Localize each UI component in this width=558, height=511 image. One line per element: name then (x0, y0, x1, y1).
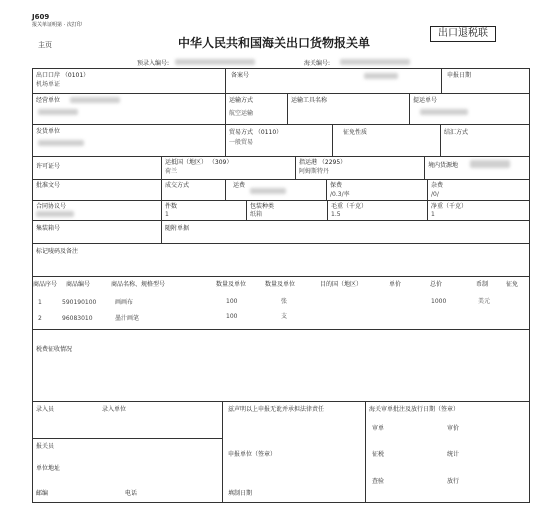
contract-no-label: 合同协议号 (36, 203, 67, 210)
marks-remarks-label: 标记唛码及备注 (36, 248, 79, 255)
goods-row2-name: 墨汁画笔 (115, 315, 140, 322)
approval-no-label: 批准文号 (36, 182, 61, 189)
goods-row1-qty: 100 (226, 298, 238, 305)
trade-mode-label: 贸易方式 （0110） (229, 129, 283, 136)
goods-col-qty2: 数量及单位 (265, 281, 296, 288)
goods-row1-currency: 美元 (478, 298, 491, 305)
pieces-label: 件数 (165, 203, 178, 210)
entry-unit-label: 录入单位 (102, 406, 127, 413)
price-audit-label: 审价 (447, 425, 460, 432)
vehicle-name-label: 运输工具名称 (291, 97, 328, 104)
attached-docs-label: 随附单据 (165, 225, 190, 232)
export-port-label: 出口口岸 （0101） (36, 72, 90, 79)
entry-person-label: 录入员 (36, 406, 55, 413)
goods-row2-code: 96083010 (62, 315, 93, 322)
goods-row1-name: 画画布 (115, 299, 134, 306)
package-type-value: 纸箱 (250, 211, 263, 218)
goods-row1-total: 1000 (431, 298, 447, 305)
print-note: 报关单证明第 · 次打印 (32, 22, 82, 28)
insurance-label: 保费 (330, 182, 343, 189)
goods-col-exemption: 征免 (506, 281, 519, 288)
inspection-label: 查验 (372, 478, 385, 485)
form-code: J609 (32, 13, 50, 21)
review-label: 审单 (372, 425, 385, 432)
contract-no-redacted (36, 211, 74, 217)
goods-col-unit-price: 单价 (389, 281, 402, 288)
declare-date-label: 申报日期 (447, 72, 472, 79)
pieces-value: 1 (165, 211, 169, 218)
postcode-label: 邮编 (36, 490, 49, 497)
container-no-label: 集装箱号 (36, 225, 61, 232)
customs-no-value-redacted (340, 59, 410, 65)
goods-row2-unit: 支 (281, 313, 288, 320)
goods-col-qty1: 数量及单位 (216, 281, 247, 288)
destination-port-label: 指运港 （2295） (299, 159, 347, 166)
package-type-label: 包装种类 (250, 203, 275, 210)
misc-fee-value: /0/ (431, 191, 439, 198)
declare-unit-label: 申报单位（签章） (228, 451, 277, 458)
destination-country-value: 荷兰 (165, 168, 178, 175)
operator-name-redacted (38, 109, 78, 115)
goods-col-country: 目的国（地区） (320, 281, 363, 288)
bill-of-lading-label: 提运单号 (413, 97, 438, 104)
misc-fee-label: 杂费 (431, 182, 444, 189)
destination-country-label: 运抵国（地区） （309） (165, 159, 233, 166)
goods-row1-unit: 张 (281, 298, 288, 305)
tax-label: 征税 (372, 451, 385, 458)
page-title: 中华人民共和国海关出口货物报关单 (178, 36, 371, 50)
gross-weight-value: 1.5 (331, 211, 341, 218)
release-label: 放行 (447, 478, 460, 485)
operator-code-redacted (70, 97, 120, 103)
phone-label: 电话 (125, 490, 138, 497)
bill-of-lading-redacted (420, 109, 468, 115)
shipper-redacted (38, 140, 84, 146)
license-label: 许可证号 (36, 163, 61, 170)
goods-source-label: 境内货源地 (428, 162, 459, 169)
goods-row2-qty: 100 (226, 313, 238, 320)
freight-redacted (250, 188, 286, 194)
shipper-label: 发货单位 (36, 128, 61, 135)
net-weight-label: 净重（千克） (431, 203, 468, 210)
goods-col-code: 商品编号 (66, 281, 91, 288)
trade-mode-value: 一般贸易 (229, 139, 254, 146)
pre-entry-label: 预录入编号: (137, 60, 170, 67)
main-page-label: 主页 (38, 41, 52, 49)
fill-date-label: 填制日期 (228, 490, 253, 497)
transport-mode-value: 航空运输 (229, 110, 254, 117)
destination-port-value: 阿姆斯特丹 (299, 168, 330, 175)
settlement-label: 结汇方式 (444, 129, 469, 136)
tax-nature-label: 征免性质 (343, 129, 368, 136)
insurance-value: /0.3/率 (330, 191, 350, 198)
operator-label: 经营单位 (36, 97, 61, 104)
record-no-label: 备案号 (231, 72, 250, 79)
gross-weight-label: 毛重（千克） (331, 203, 368, 210)
tax-levy-status-label: 税费征收情况 (36, 346, 73, 353)
statistics-label: 统计 (447, 451, 460, 458)
unit-address-label: 单位地址 (36, 465, 61, 472)
goods-row2-seq: 2 (38, 315, 42, 322)
record-no-redacted (364, 73, 398, 79)
goods-source-redacted (470, 160, 510, 168)
goods-row1-seq: 1 (38, 299, 42, 306)
goods-col-currency: 币制 (476, 281, 489, 288)
transport-mode-label: 运输方式 (229, 97, 254, 104)
deal-method-label: 成交方式 (165, 182, 190, 189)
declaration-statement: 兹声明以上申报无讹并承担法律责任 (228, 406, 325, 413)
freight-label: 运费 (233, 182, 246, 189)
goods-col-seq: 商品序号 (33, 281, 58, 288)
goods-row1-code: 590190100 (62, 299, 97, 306)
export-tax-refund-tag: 出口退税联 (430, 26, 496, 42)
net-weight-value: 1 (431, 211, 435, 218)
pre-entry-value-redacted (175, 59, 255, 65)
goods-col-total: 总价 (430, 281, 443, 288)
goods-col-name: 商品名称、规格型号 (111, 281, 166, 288)
declarer-label: 报关员 (36, 443, 55, 450)
export-port-value: 机场单证 (36, 81, 61, 88)
customs-no-label: 海关编号: (304, 60, 331, 67)
customs-approval-header: 海关审单批注及放行日期（签章） (369, 406, 460, 413)
